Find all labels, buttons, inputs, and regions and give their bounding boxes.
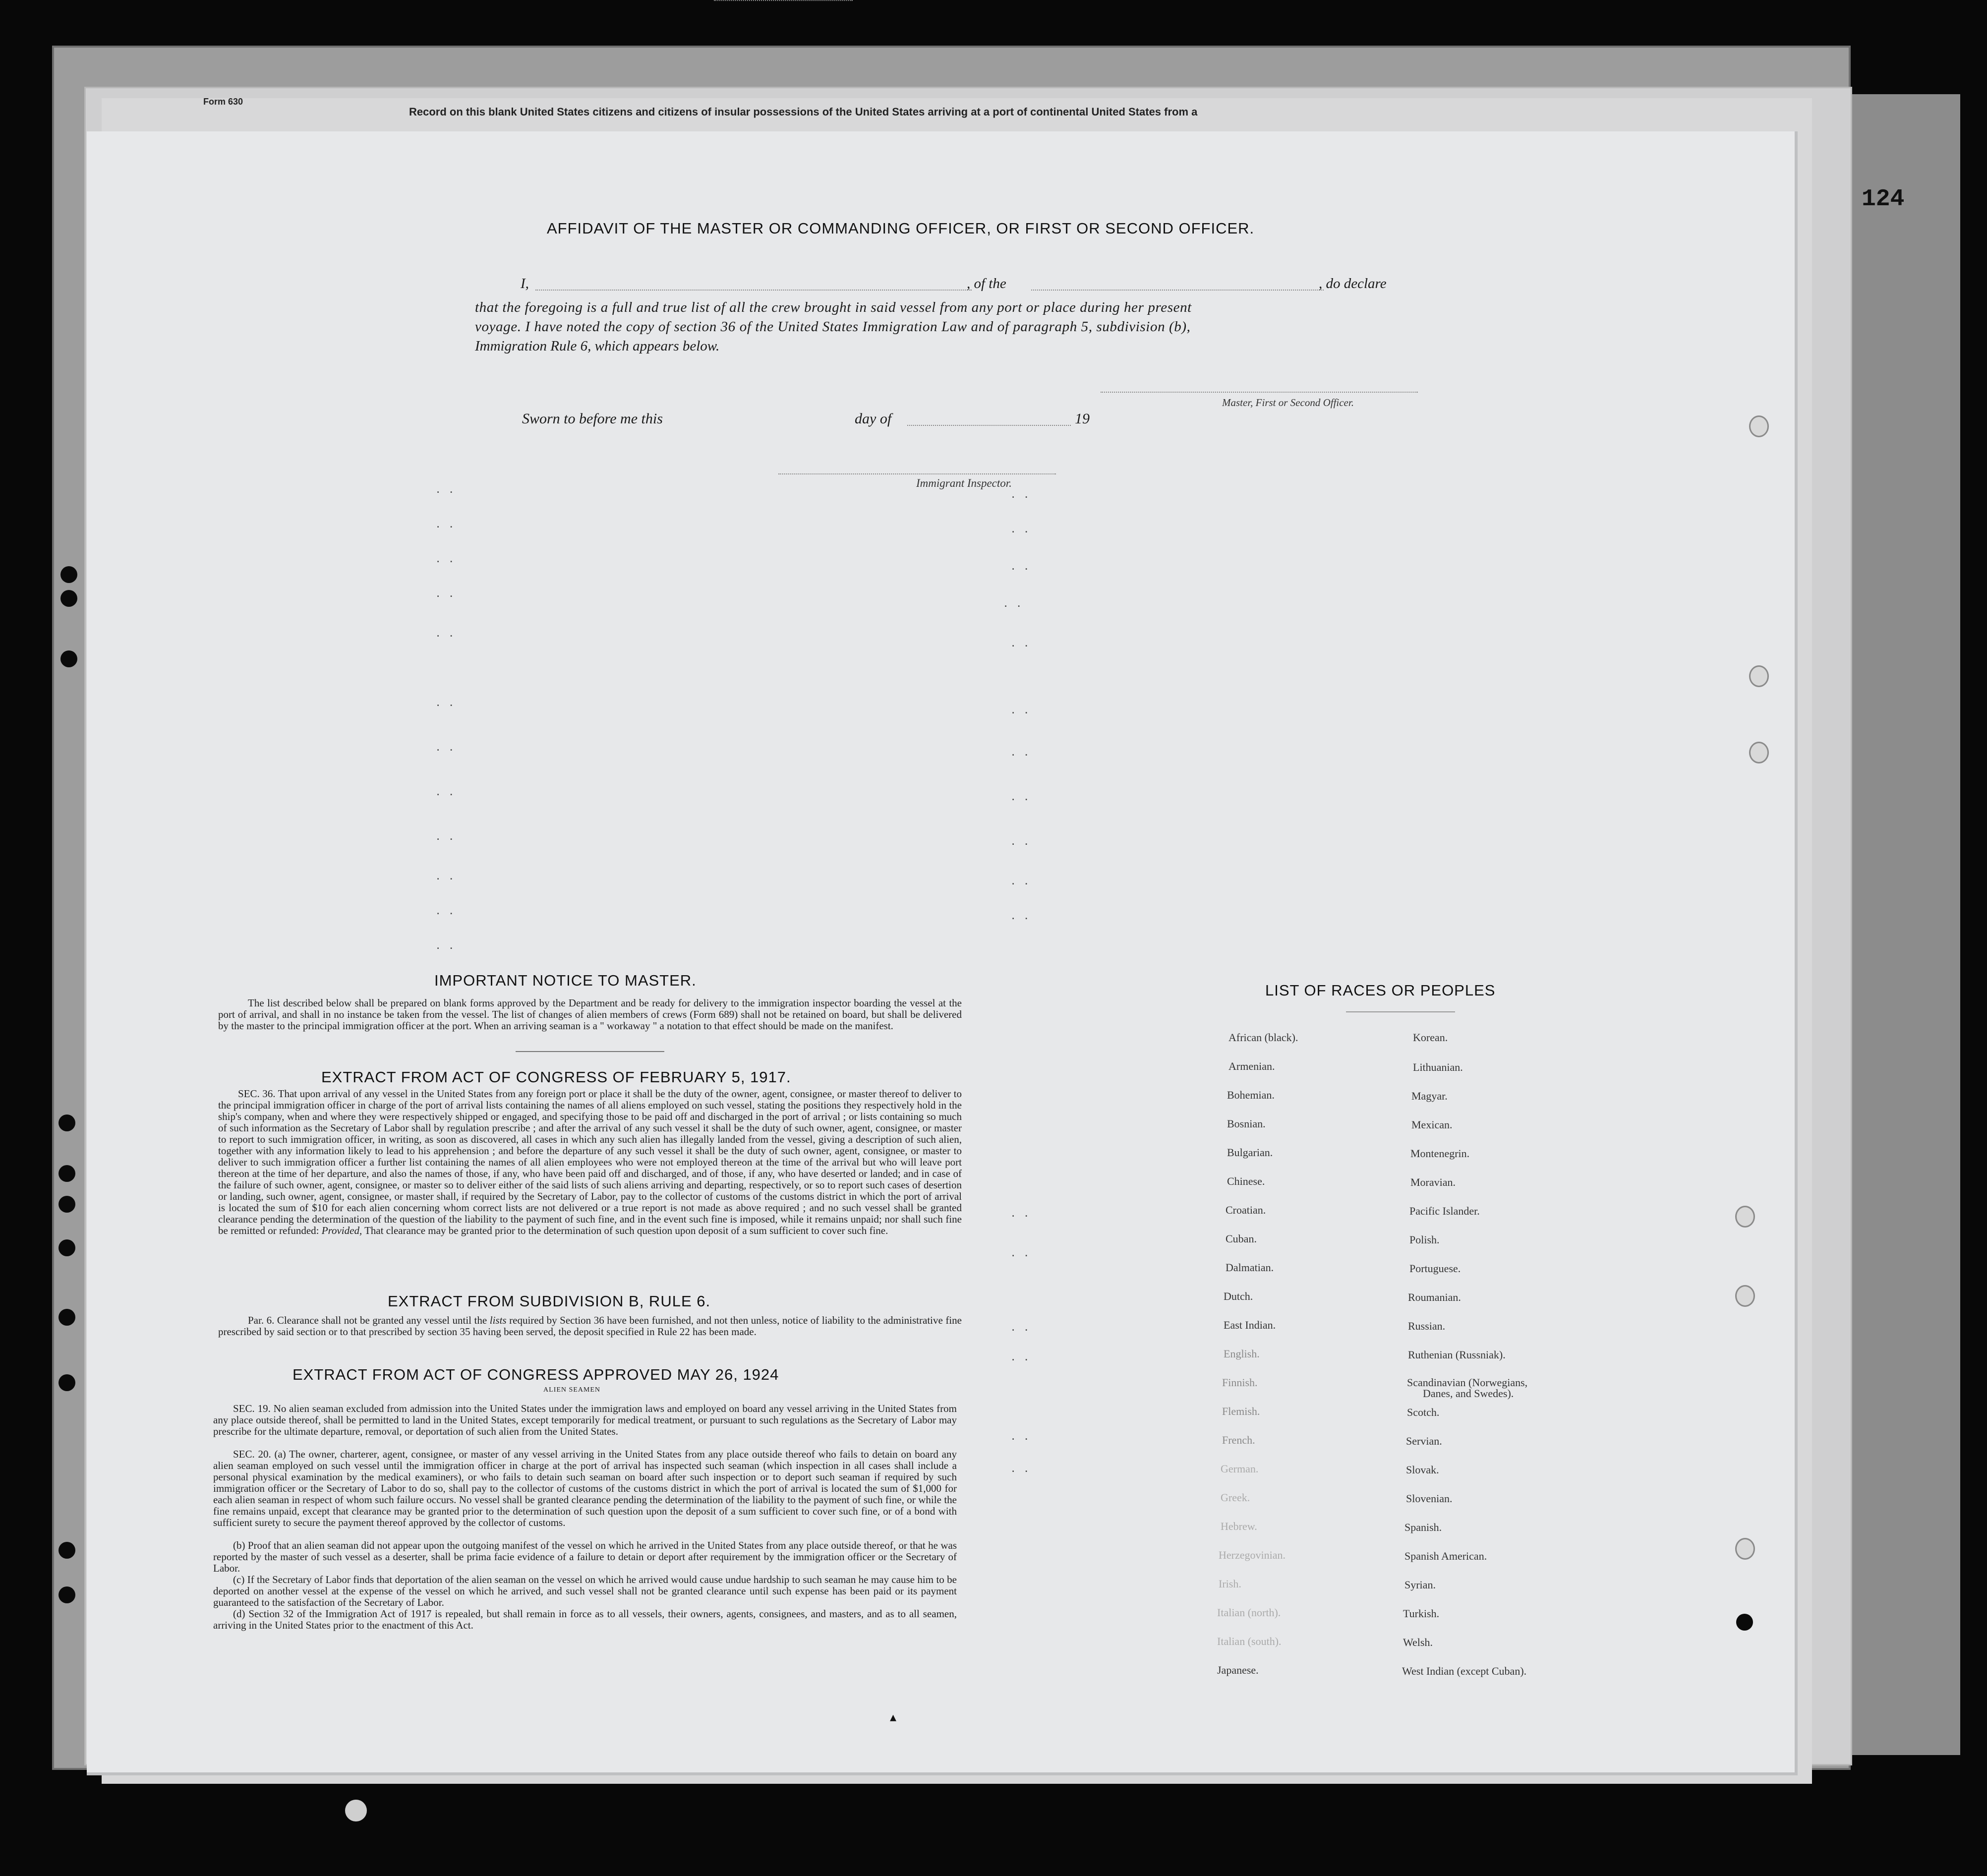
leader-dots: . . (436, 783, 456, 798)
ring-mark (1749, 742, 1769, 763)
binder-hole (60, 650, 77, 667)
leader-dots: . . (436, 625, 456, 640)
leader-dots: . . (1011, 521, 1031, 535)
race-item: Armenian. (1228, 1060, 1275, 1072)
leader-dots: . . (1011, 907, 1031, 922)
binder-hole (58, 1586, 75, 1603)
notice-title: IMPORTANT NOTICE TO MASTER. (434, 972, 697, 989)
race-item: Bosnian. (1227, 1117, 1266, 1130)
leader-dots: . . (436, 516, 456, 530)
race-item: Polish. (1409, 1233, 1440, 1246)
extract-1924-subtitle: ALIEN SEAMEN (543, 1386, 601, 1394)
leader-dots: . . (436, 828, 456, 843)
race-item: Bohemian. (1227, 1089, 1275, 1101)
affidavit-i: I, (521, 276, 529, 292)
sec20d-text: (d) Section 32 of the Immigration Act of 1917 is repealed, but shall remain in force as to all vessels, their owners, agents, consignees, and masters, and as to all seamen, arriving in the United States prior to the enactment of this Act. (213, 1608, 957, 1631)
race-item: Turkish. (1403, 1607, 1440, 1620)
leader-dots: . . (1011, 873, 1031, 887)
sworn-day-line (714, 0, 853, 1)
extract-1917-text-a: SEC. 36. That upon arrival of any vessel in the United States from any foreign port or place it shall be the duty of the owner, agent, consignee, or master thereof to deliver to the principal immigration officer in charge of the port of arrival lists containing the names of all aliens employed on such vessel, stating the positions they respectively hold in the ship's company, when and where they were respectively shipped or engaged, and specifying those to be paid off and discharged in the port of arrival ; or lists containing so much of such information as the Secretary of Labor shall by regulation prescribe ; and after the arrival of any such vessel it shall be the duty of such owner, agent, consignee, or master to report to such immigration officer, in writing, as soon as discovered, all cases in which any such alien has illegally landed from the vessel, giving a description of such alien, together with any information likely to lead to his apprehension ; and before the departure of any such vessel it shall be the duty of such owner, agent, consignee, or master to deliver to such immigration officer a further list containing the names of all alien employees who were not employed thereon at the time of the arrival but who will leave port thereon at the time of her departure, and also the names of those, if any, who have been paid off and discharged, and of those, if any, who have deserted or landed; and in case of the failure of such owner, agent, consignee, or master so to deliver either of the said lists of such aliens arriving and departing, respectively, or so to report such cases of desertion or landing, such owner, agent, consignee, or master shall, if required by the Secretary of Labor, pay to the collector of customs of the customs district in which the port of arrival is located the sum of $10 for each alien concerning whom correct lists are not delivered or a true report is not made as above required ; and no such vessel shall be granted clearance pending the determination of the question of the liability to the payment of such fine, and in the event such fine is imposed, while it remains unpaid; nor shall such fine be remitted or refunded: (218, 1088, 962, 1236)
race-item: Italian (north). (1217, 1606, 1281, 1619)
race-item: Chinese. (1227, 1175, 1265, 1187)
race-item: Spanish American. (1404, 1550, 1487, 1562)
leader-dots: . . (1011, 788, 1031, 803)
binder-hole (60, 566, 77, 583)
race-item: Herzegovinian. (1219, 1549, 1286, 1561)
race-item: Ruthenian (Russniak). (1408, 1348, 1506, 1361)
race-item: Greek. (1221, 1491, 1250, 1504)
race-item: Spanish. (1404, 1521, 1442, 1533)
race-item: Korean. (1413, 1031, 1448, 1044)
affidavit-line4: Immigration Rule 6, which appears below. (475, 338, 720, 354)
race-item: French. (1222, 1434, 1255, 1446)
race-item: Danes, and Swedes). (1423, 1387, 1514, 1400)
races-rule (1346, 1011, 1455, 1012)
extract-1917-provided: Provided, (321, 1225, 362, 1236)
leader-dots: . . (1011, 635, 1031, 649)
section-rule (516, 1051, 664, 1052)
leader-dots: . . (436, 585, 456, 600)
rule6-text (218, 1315, 962, 1338)
extract-1917-title: EXTRACT FROM ACT OF CONGRESS OF FEBRUARY 5, 1917. (321, 1068, 791, 1086)
race-item: Portuguese. (1409, 1262, 1461, 1275)
affidavit-declare: , do declare (1319, 276, 1387, 292)
binder-hole (58, 1542, 75, 1559)
race-item: German. (1221, 1463, 1259, 1475)
race-item: Dalmatian. (1226, 1261, 1274, 1274)
leader-dots: . . (436, 694, 456, 709)
race-item: Cuban. (1226, 1232, 1257, 1245)
race-item: Italian (south). (1217, 1635, 1282, 1647)
race-item: Syrian. (1404, 1579, 1436, 1591)
race-item: Pacific Islander. (1409, 1205, 1480, 1217)
binder-hole (58, 1165, 75, 1182)
binder-hole (58, 1309, 75, 1326)
race-item: West Indian (except Cuban). (1402, 1665, 1527, 1677)
leader-dots: . . (436, 902, 456, 917)
extract-1917-text (218, 1088, 962, 1236)
leader-dots: . . (1011, 558, 1031, 573)
extract-1924-title: EXTRACT FROM ACT OF CONGRESS APPROVED MAY 26, 1924 (292, 1366, 779, 1383)
leader-dots: . . (1011, 744, 1031, 759)
ring-mark (1735, 1285, 1755, 1307)
leader-dots: . . (1011, 1244, 1031, 1259)
year-text: 19 (1075, 410, 1090, 427)
binder-hole (58, 1374, 75, 1391)
affidavit-of-the: , of the (967, 276, 1006, 292)
binder-hole (58, 1239, 75, 1256)
notice-text: The list described below shall be prepared on blank forms approved by the Department and be ready for delivery to the immigration inspector boarding the vessel at the port of arrival, and shall in no instance be taken from the vessel. The list of changes of alien members of crews (Form 689) shall not be retained on board, but shall be delivered by the master to the principal immigration officer at the port. When an arriving seaman is a " workaway " a notation to that effect should be made on the manifest. (218, 997, 962, 1032)
name-line (535, 290, 972, 291)
leader-dots: . . (1011, 833, 1031, 848)
sec20a-text: SEC. 20. (a) The owner, charterer, agent, consignee, or master of any vessel arriving in the United States from any place outside thereof who fails to detain on board any alien seaman employed on such vessel until the immigration officer in charge at the port of arrival has inspected such seaman (which inspection in all cases shall include a personal physical examination by the medical examiners), or who fails to detain such seaman on board after such inspection or to deport such seaman if required by such immigration officer or the Secretary of Labor to do so, shall pay to the collector of customs of the customs district in which the port of arrival is located the sum of $1,000 for each alien seaman in respect of whom such failure occurs. No vessel shall be granted clearance pending the determination of the liability to the payment of such fine, or while the fine remains unpaid, except that clearance may be granted prior to the determination of such question upon the deposit of a sum sufficient to cover such fine, or of a bond with sufficient surety to secure the payment thereof approved by the collector of customs. (213, 1448, 957, 1528)
binder-hole (60, 590, 77, 607)
binder-hole (58, 1114, 75, 1131)
rule6-title: EXTRACT FROM SUBDIVISION B, RULE 6. (388, 1292, 711, 1310)
race-item: African (black). (1228, 1031, 1298, 1044)
extract-1917-text-b: That clearance may be granted prior to the determination of such question upon deposit of a sum sufficient to cover such fine. (362, 1225, 888, 1236)
sec20b-text: (b) Proof that an alien seaman did not appear upon the outgoing manifest of the vessel on which he arrived in the United States from any place outside thereof, or that he was reported by the master of such vessel as a deserter, shall be prima facie evidence of a failure to detain or deport after requirement by the immigration officer or the Secretary of Labor. (213, 1539, 957, 1574)
race-item: Japanese. (1217, 1664, 1259, 1676)
leader-dots: . . (1011, 702, 1031, 716)
ring-mark (1749, 665, 1769, 687)
leader-dots: . . (1011, 486, 1031, 501)
race-item: Croatian. (1226, 1204, 1266, 1216)
leader-dots: . . (436, 481, 456, 496)
ring-mark-dark (1736, 1614, 1753, 1631)
leader-dots: . . (1011, 1428, 1031, 1443)
race-item: Moravian. (1410, 1176, 1456, 1188)
race-item: Roumanian. (1408, 1291, 1461, 1303)
inspector-label: Immigrant Inspector. (916, 477, 1012, 489)
leader-dots: . . (1011, 1319, 1031, 1334)
page-number: 124 (1862, 186, 1905, 213)
month-line (907, 425, 1071, 426)
binder-hole (345, 1800, 367, 1821)
sworn-text: Sworn to before me this (522, 410, 663, 427)
rule6-lists: lists (489, 1314, 507, 1326)
inspector-signature-line (778, 473, 1056, 474)
leader-dots: . . (1011, 1348, 1031, 1363)
race-item: East Indian. (1224, 1319, 1276, 1331)
leader-dots: . . (1011, 1460, 1031, 1475)
binder-hole (58, 1196, 75, 1213)
race-item: Slovak. (1406, 1464, 1439, 1476)
race-item: Dutch. (1224, 1290, 1253, 1302)
race-item: Magyar. (1411, 1090, 1448, 1102)
affidavit-line2: that the foregoing is a full and true list of all the crew brought in said vessel from any port or place during her present (475, 299, 1192, 315)
vessel-line (1031, 290, 1324, 291)
ring-mark (1735, 1206, 1755, 1228)
race-item: Mexican. (1411, 1118, 1453, 1131)
top-strip-text: Record on this blank United States citizens and citizens of insular possessions of the United States arriving at a port of continental United States from a (409, 106, 1198, 118)
leader-dots: . . (436, 937, 456, 952)
race-item: Montenegrin. (1410, 1147, 1470, 1160)
affidavit-title: AFFIDAVIT OF THE MASTER OR COMMANDING OFFICER, OR FIRST OR SECOND OFFICER. (547, 220, 1255, 237)
race-item: Russian. (1408, 1320, 1446, 1332)
race-item: Finnish. (1222, 1376, 1258, 1389)
sec19-text: SEC. 19. No alien seaman excluded from admission into the United States under the immigration laws and employed on board any vessel arriving in the United States from any place outside thereof, shall be permitted to land in the United States, except temporarily for medical treatment, or pursuant to such regulations as the Secretary of Labor may prescribe for the ultimate departure, removal, or deportation of such alien from the United States. (213, 1403, 957, 1437)
leader-dots: . . (436, 868, 456, 882)
race-item: Welsh. (1403, 1636, 1433, 1648)
race-item: Hebrew. (1221, 1520, 1257, 1532)
race-item: Scotch. (1407, 1406, 1440, 1418)
rule6-text-b: required by Section 36 have been furnished, and not then unless, notice of liability to the administrative fine prescribed by said section or to that prescribed by section 35 having been served, the deposit specified in Rule 22 has been made. (218, 1314, 962, 1338)
race-item: Slovenian. (1406, 1492, 1453, 1505)
sec20c-text: (c) If the Secretary of Labor finds that deportation of the alien seaman on the vessel on which he arrived would cause undue hardship to such seaman he may cause him to be deported on another vessel at the expense of the vessel on which he arrived, and such vessel shall not be granted clearance until such expense has been paid or its payment guaranteed to the satisfaction of the Secretary of Labor. (213, 1574, 957, 1608)
leader-dots: . . (1004, 595, 1024, 610)
races-title: LIST OF RACES OR PEOPLES (1265, 982, 1496, 999)
race-item: Flemish. (1222, 1405, 1260, 1417)
leader-dots: . . (1011, 1205, 1031, 1220)
stray-mark: ▴ (890, 1709, 897, 1724)
race-item: Servian. (1406, 1435, 1442, 1447)
leader-dots: . . (436, 550, 456, 565)
ring-mark (1735, 1538, 1755, 1560)
master-signature-line (1101, 392, 1418, 393)
rule6-text-a: Par. 6. Clearance shall not be granted any vessel until the (248, 1314, 490, 1326)
race-item: Scandinavian (Norwegians, (1407, 1376, 1528, 1389)
form-label: Form 630 (203, 97, 243, 107)
affidavit-line3: voyage. I have noted the copy of section 36 of the United States Immigration Law and of paragraph 5, subdivision (b), (475, 319, 1191, 335)
race-item: English. (1224, 1348, 1260, 1360)
race-item: Bulgarian. (1227, 1146, 1273, 1159)
race-item: Irish. (1219, 1578, 1241, 1590)
ring-mark (1749, 415, 1769, 437)
leader-dots: . . (436, 739, 456, 754)
main-page (87, 131, 1798, 1775)
master-signature-label: Master, First or Second Officer. (1222, 397, 1354, 409)
race-item: Lithuanian. (1413, 1061, 1463, 1073)
day-of-text: day of (855, 410, 892, 427)
